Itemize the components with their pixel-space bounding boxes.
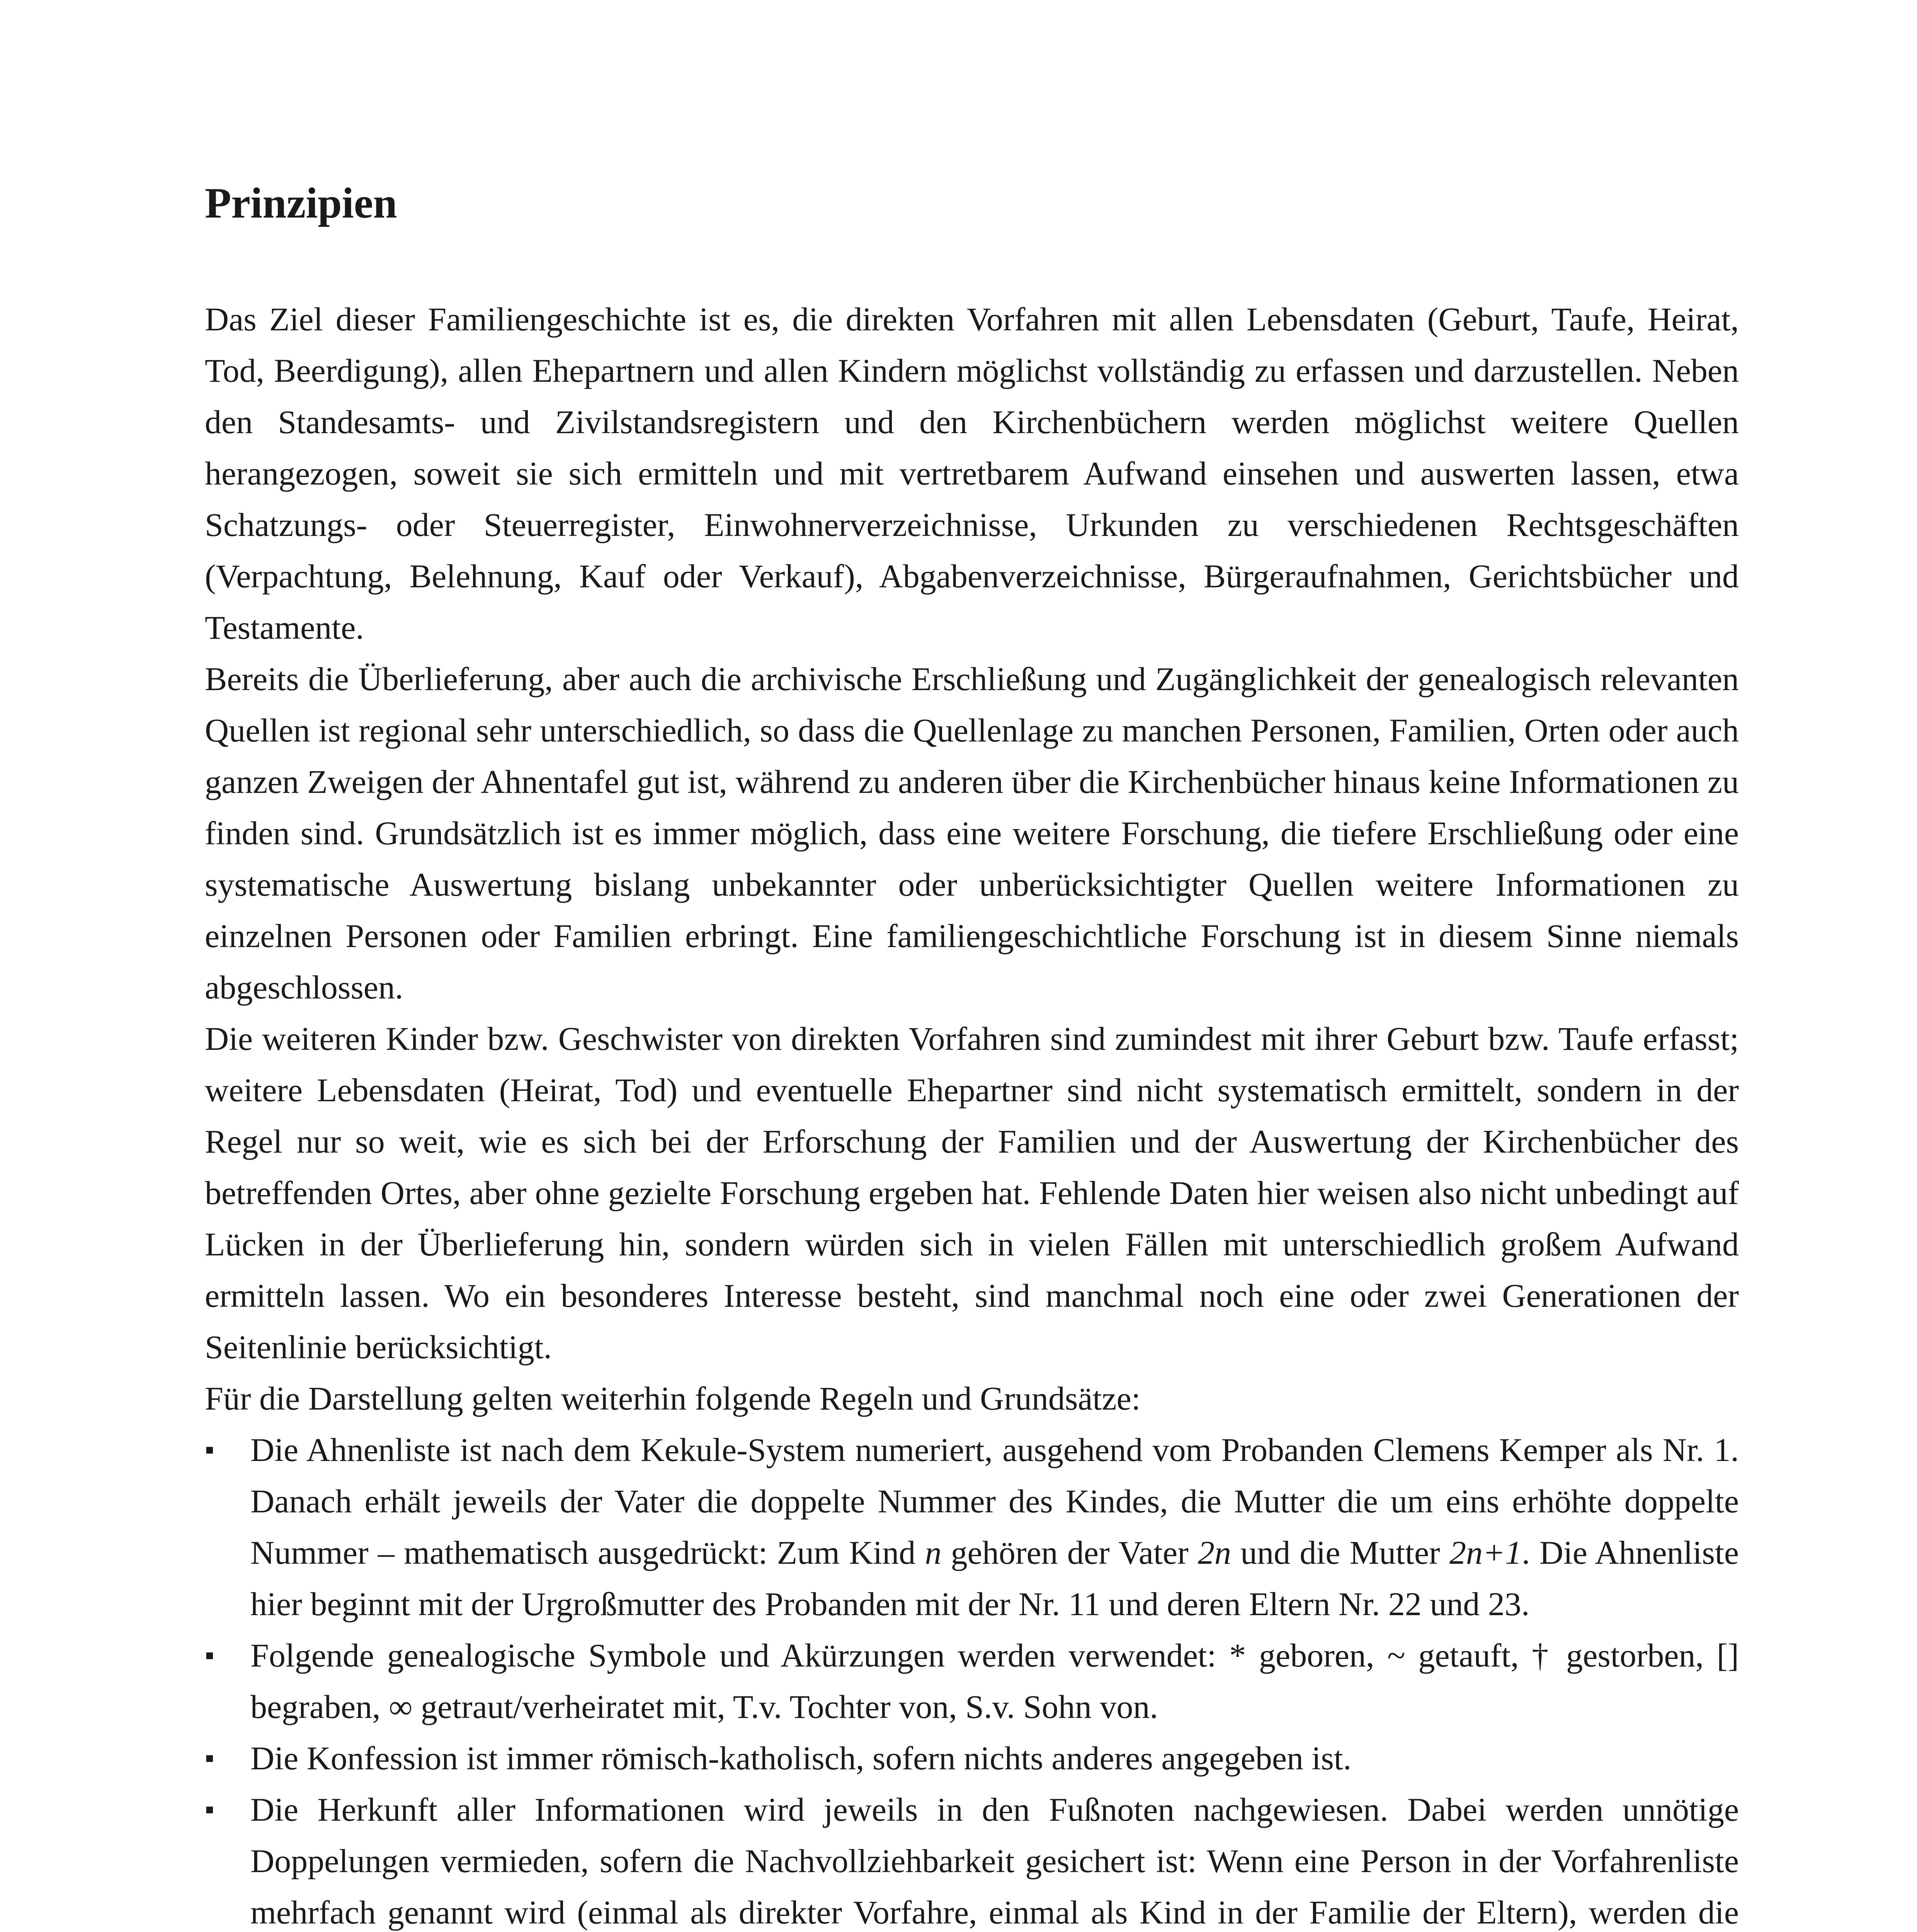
list-item: ▪ Die Herkunft aller Informationen wird jeweils in den Fußnoten nachgewiesen. Dabei werden unnötige Doppelungen vermieden, sofern die Nachvollziehbarkeit gesichert ist: Wenn eine Person in der Vorfahrenliste mehrfach genannt wird (einmal als direkter Vorfahre, einmal als Kind in der Familie der Eltern), werden die bbox=[205, 1784, 1739, 1932]
rules-list bbox=[205, 1424, 1739, 1932]
bullet-icon: ▪ bbox=[205, 1641, 214, 1670]
list-item: ▪ Folgende genealogische Symbole und Akürzungen werden verwendet: * geboren, ~ getauft, † gestorben, [] begraben, ∞ getraut/verheiratet mit, T.v. Tochter von, S.v. Sohn von. bbox=[205, 1630, 1739, 1733]
bullet-icon: ▪ bbox=[205, 1743, 214, 1773]
page-heading: Prinzipien bbox=[205, 179, 397, 227]
bullet-icon: ▪ bbox=[205, 1435, 214, 1465]
body-text bbox=[205, 294, 1739, 1932]
list-item: ▪ Die Ahnenliste ist nach dem Kekule-System numeriert, ausgehend vom Probanden Clemens Kemper als Nr. 1. Danach erhält jeweils der Vater die doppelte Nummer des Kindes, die Mutter die um eins erhöhte doppelte Nummer – mathematisch ausgedrückt: Zum Kind n gehören der Vater 2n und die Mutter 2n+1. Die Ahnenliste hier beginnt mit der Urgroßmutter des Probanden mit der Nr. 11 und deren Eltern Nr. 22 und 23. bbox=[205, 1424, 1739, 1630]
paragraph-goal: Das Ziel dieser Familiengeschichte ist es, die direkten Vorfahren mit allen Lebensdaten (Geburt, Taufe, Heirat, Tod, Beerdigung), allen Ehepartnern und allen Kindern möglichst vollständig zu erfassen und darzustellen. Neben den Standesamts- und Zivilstandsregistern und den Kirchenbüchern werden möglichst weitere Quellen herangezogen, soweit sie sich ermitteln und mit vertretbarem Aufwand einsehen und auswerten lassen, etwa Schatzungs- oder Steuerregister, Einwohnerverzeichnisse, Urkunden zu verschiedenen Rechtsgeschäften (Verpachtung, Belehnung, Kauf oder Verkauf), Abgabenverzeichnisse, Bürgeraufnahmen, Gerichtsbücher und Testamente. bbox=[205, 301, 1739, 646]
paragraph-siblings: Die weiteren Kinder bzw. Geschwister von direkten Vorfahren sind zumindest mit ihrer Geburt bzw. Taufe erfasst; weitere Lebensdaten (Heirat, Tod) und eventuelle Ehepartner sind nicht systematisch ermittelt, sondern in der Regel nur so weit, wie es sich bei der Erforschung der Familien und der Auswertung der Kirchenbücher des betreffenden Ortes, aber ohne gezielte Forschung ergeben hat. Fehlende Daten hier weisen also nicht unbedingt auf Lücken in der Überlieferung hin, sondern würden sich in vielen Fällen mit unterschiedlich großem Aufwand ermitteln lassen. Wo ein besonderes Interesse besteht, sind manchmal noch eine oder zwei Generationen der Seitenlinie berücksichtigt. bbox=[205, 1020, 1739, 1366]
document-page bbox=[205, 0, 1739, 1932]
bullet-icon: ▪ bbox=[205, 1795, 214, 1825]
paragraph-sources: Bereits die Überlieferung, aber auch die archivische Erschließung und Zugänglichkeit der genealogisch relevanten Quellen ist regional sehr unterschiedlich, so dass die Quellenlage zu manchen Personen, Familien, Orten oder auch ganzen Zweigen der Ahnentafel gut ist, während zu anderen über die Kirchenbücher hinaus keine Informationen zu finden sind. Grundsätzlich ist es immer möglich, dass eine weitere Forschung, die tiefere Erschließung oder eine systematische Auswertung bislang unbekannter oder unberücksichtigter Quellen weitere Informationen zu einzelnen Personen oder Familien erbringt. Eine familiengeschichtliche Forschung ist in diesem Sinne niemals abgeschlossen. bbox=[205, 660, 1739, 1006]
paragraph-rules-intro: Für die Darstellung gelten weiterhin folgende Regeln und Grundsätze: bbox=[205, 1380, 1141, 1417]
list-item: ▪ Die Konfession ist immer römisch-katholisch, sofern nichts anderes angegeben ist. bbox=[205, 1733, 1739, 1784]
